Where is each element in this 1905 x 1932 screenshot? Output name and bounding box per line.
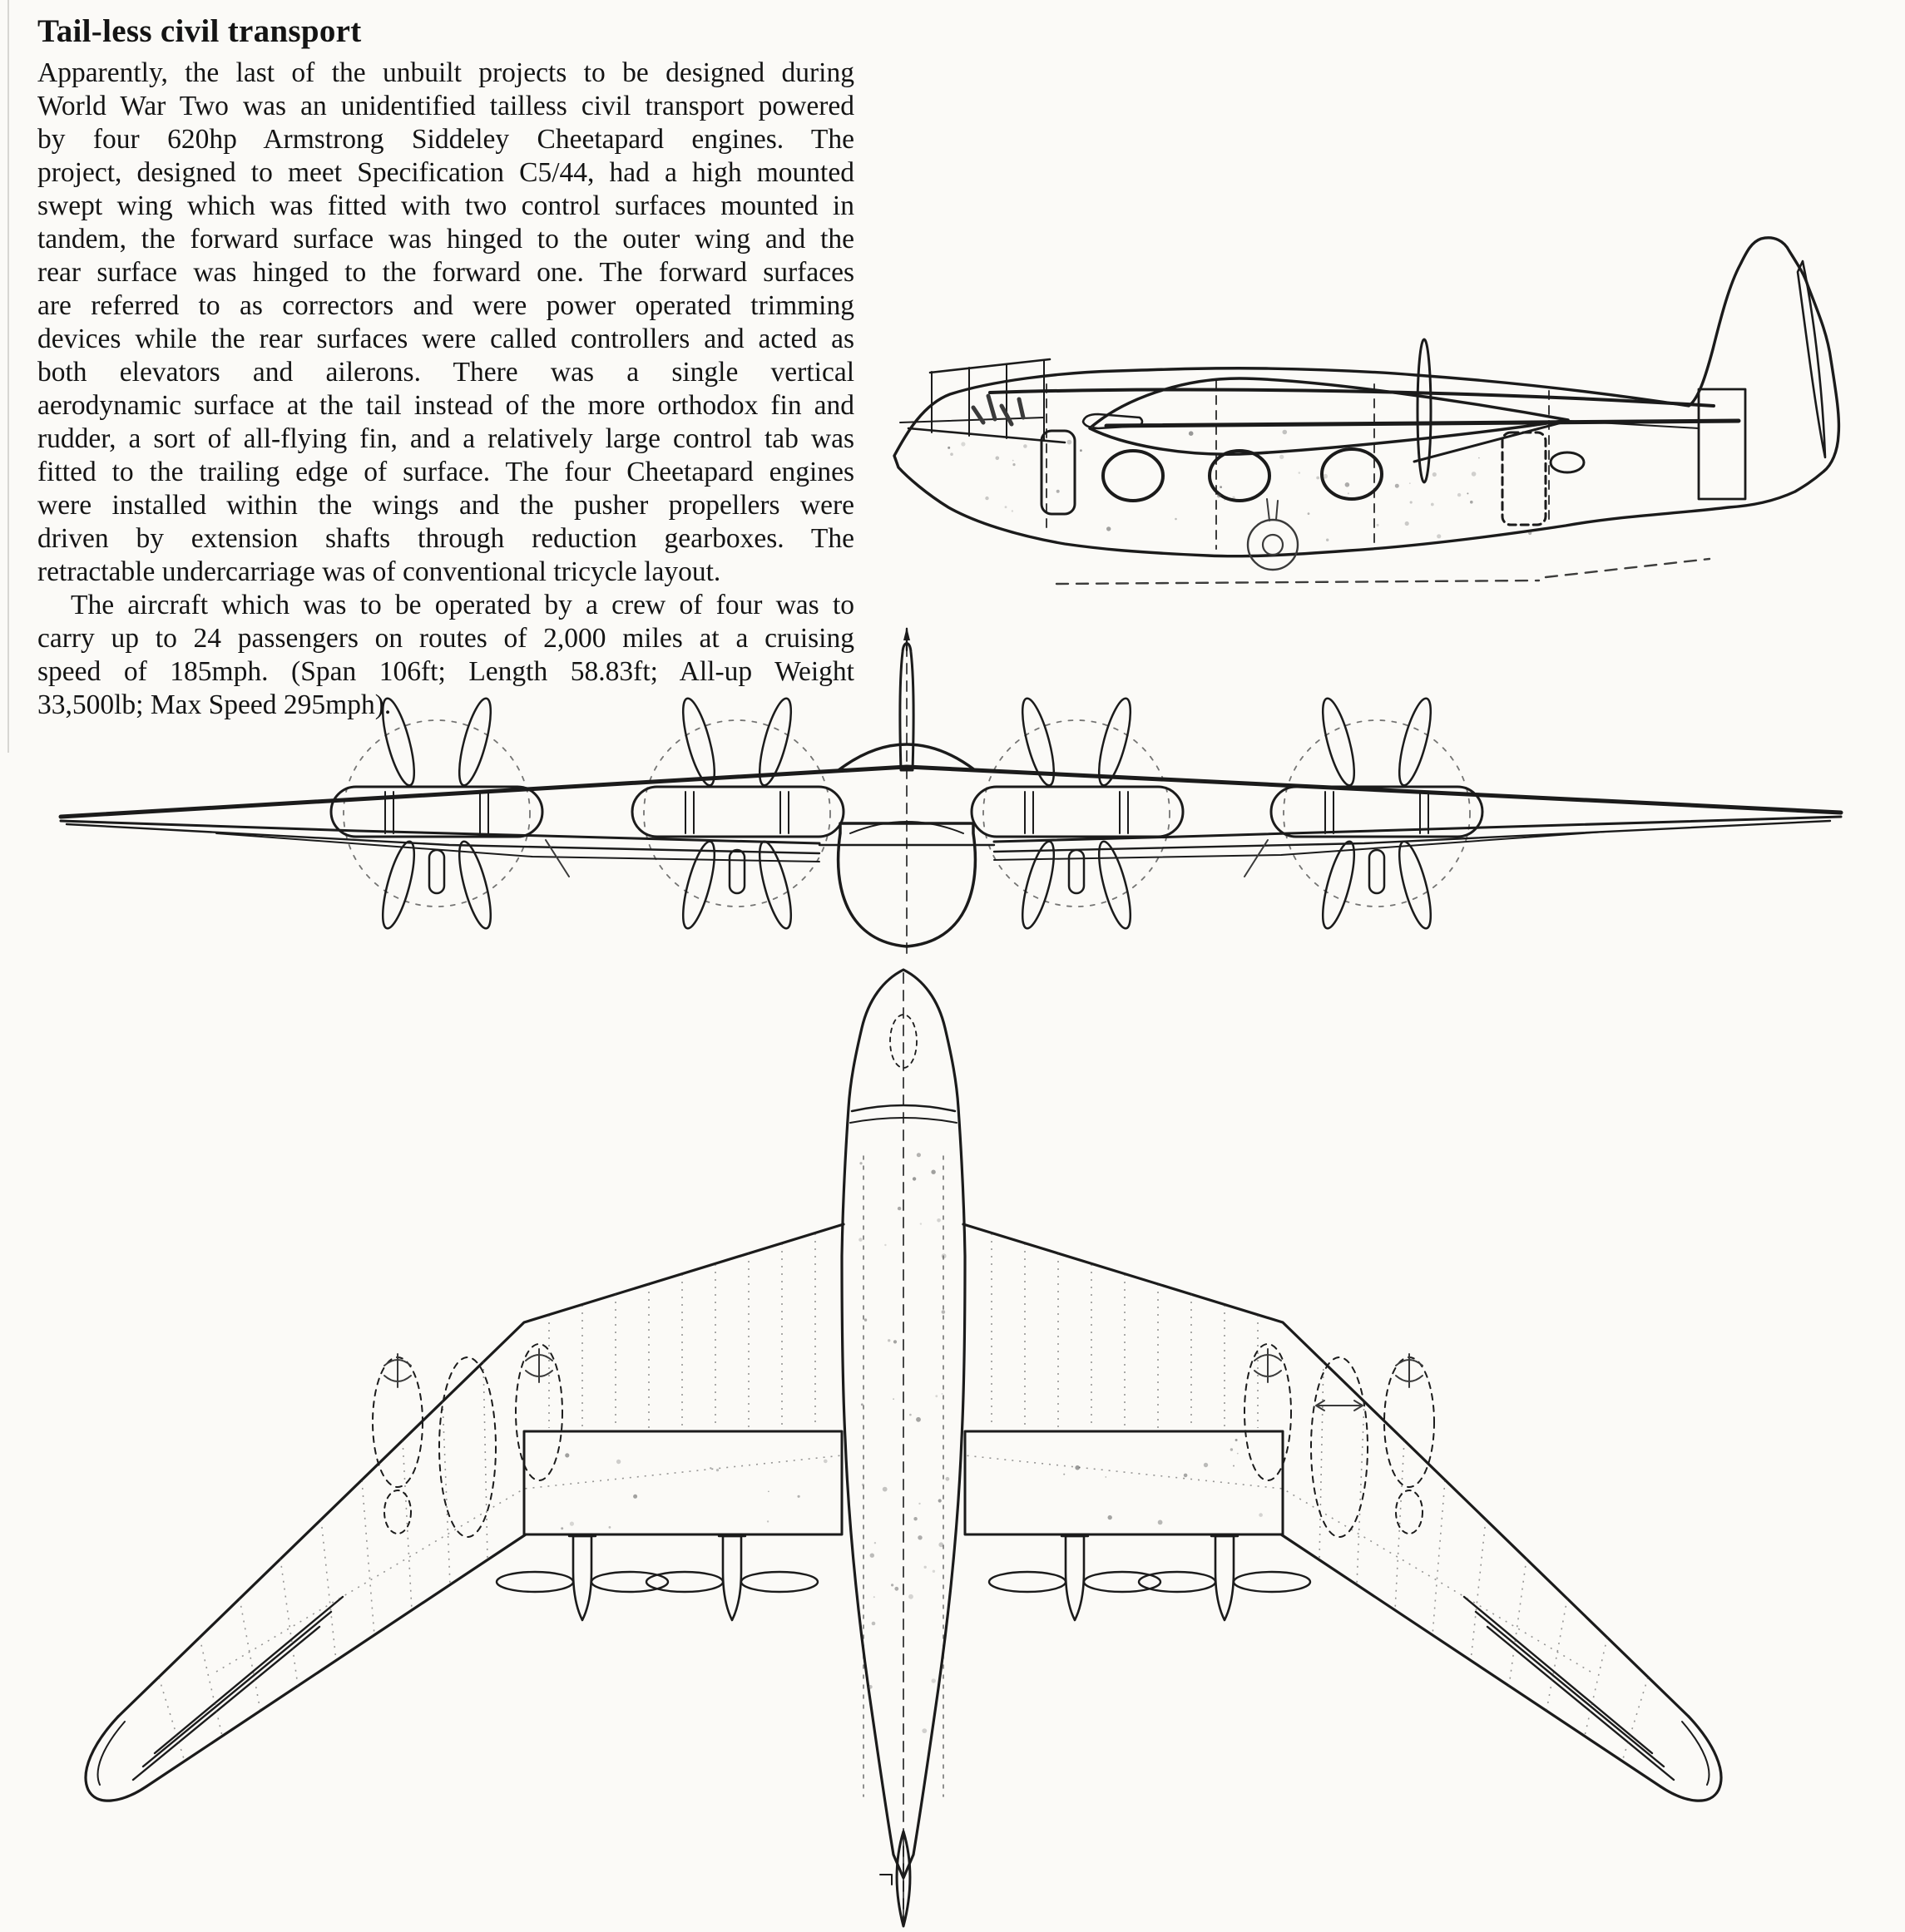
spinner	[429, 850, 444, 893]
text-line: devices while the rear surfaces were called controllers and acted as	[37, 324, 854, 354]
text-line: fitted to the trailing edge of surface. The four Cheetapard engines	[37, 457, 854, 487]
engine-fan	[1396, 1354, 1423, 1387]
porthole-windows	[1103, 449, 1584, 501]
pusher-prop	[1139, 1536, 1310, 1620]
scan-noise	[1063, 1439, 1263, 1524]
tail-fin-control-tab	[1699, 261, 1825, 499]
spinner	[730, 850, 745, 893]
text-line: retractable undercarriage was of conventional tricycle layout.	[37, 556, 721, 587]
pusher-prop	[497, 1536, 668, 1620]
control-surfaces-right	[1464, 1597, 1674, 1780]
cockpit-glazing	[900, 359, 1065, 442]
text-line: both elevators and ailerons. There was a single vertical	[37, 357, 854, 388]
flap-bay-left	[524, 1431, 842, 1534]
cabin-doors	[1042, 431, 1546, 525]
propeller-blade-icon	[1418, 339, 1431, 482]
text-line: driven by extension shafts through reduction gearboxes. The	[37, 523, 854, 554]
text-line: swept wing which was fitted with two control surfaces mounted in	[37, 190, 854, 221]
wing-plan-right	[963, 1224, 1721, 1801]
text-line: by four 620hp Armstrong Siddeley Cheetapard engines. The	[37, 124, 854, 155]
pusher-prop	[989, 1536, 1160, 1620]
text-line: tandem, the forward surface was hinged to the outer wing and the	[37, 224, 854, 254]
text-line: Apparently, the last of the unbuilt projects to be designed during	[37, 57, 854, 88]
scan-noise	[561, 1453, 827, 1529]
flap-bay-right	[965, 1431, 1283, 1534]
text-line: 33,500lb; Max Speed 295mph).	[37, 689, 392, 720]
front-view-drawing	[0, 615, 1905, 965]
rib-lines-left	[159, 1233, 842, 1762]
text-line: are referred to as correctors and were power operated trimming	[37, 290, 854, 321]
text-line: The aircraft which was to be operated by a crew of four was to	[71, 590, 854, 620]
text-line: project, designed to meet Specification C5/44, had a high mounted	[37, 157, 854, 188]
text-line: rear surface was hinged to the forward one. The forward surfaces	[37, 257, 854, 288]
scan-noise	[948, 442, 1027, 511]
fuselage-outline	[894, 238, 1838, 556]
landing-gear-wheel	[1248, 499, 1298, 570]
wing-root-section	[990, 378, 1739, 462]
text-line: speed of 185mph. (Span 106ft; Length 58.83ft; All-up Weight	[37, 656, 854, 687]
control-surfaces-left	[133, 1597, 343, 1780]
rib-lines-right	[965, 1233, 1648, 1762]
text-line: rudder, a sort of all-flying fin, and a relatively large control tab was	[37, 423, 854, 454]
wing-front	[61, 767, 1841, 862]
pusher-prop	[646, 1536, 818, 1620]
side-view-drawing	[849, 141, 1905, 607]
paragraph-1	[37, 57, 854, 589]
text-line: World War Two was an unidentified tailless civil transport powered	[37, 91, 854, 121]
tail-fin-plan	[880, 1831, 910, 1926]
rear-door	[1502, 432, 1546, 525]
text-line: aerodynamic surface at the tail instead of the more orthodox fin and	[37, 390, 854, 421]
text-line: were installed within the wings and the pusher propellers were	[37, 490, 854, 521]
spinner	[1369, 850, 1384, 893]
article-title: Tail-less civil transport	[37, 13, 362, 49]
plan-view-drawing	[0, 956, 1905, 1932]
wing-plan-left	[86, 1224, 844, 1801]
spinner	[1069, 850, 1084, 893]
text-line: carry up to 24 passengers on routes of 2,000 miles at a cruising	[37, 623, 854, 654]
engine-fan	[384, 1354, 411, 1387]
small-window	[1551, 452, 1584, 472]
arrow-annotation	[1316, 1401, 1363, 1411]
